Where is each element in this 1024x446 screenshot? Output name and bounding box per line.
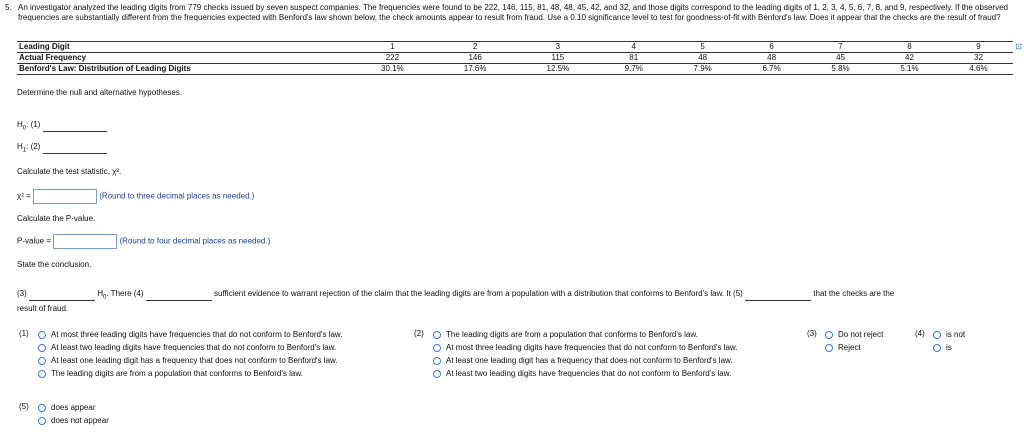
h1-subscript: 1 <box>22 147 27 154</box>
option-label: Reject <box>838 343 861 352</box>
option-label: does not appear <box>51 416 109 425</box>
table-cell: 7.9% <box>668 64 737 75</box>
table-cell: 17.6% <box>434 64 517 75</box>
radio-button[interactable] <box>38 331 46 339</box>
h0-row <box>17 120 107 132</box>
pvalue-row <box>17 234 270 249</box>
option-g1-3[interactable] <box>38 368 303 379</box>
table-cell: 1 <box>351 42 434 53</box>
row-label: Leading Digit <box>17 42 351 53</box>
table-cell: 8 <box>875 42 944 53</box>
table-cell: 6.7% <box>737 64 806 75</box>
radio-button[interactable] <box>933 331 941 339</box>
table-cell: 81 <box>599 53 668 64</box>
conclusion-end-line2: result of fraud. <box>17 304 69 313</box>
table-cell: 9 <box>944 42 1013 53</box>
h1-label: H <box>17 142 23 151</box>
pvalue-hint: (Round to four decimal places as needed.) <box>119 236 271 246</box>
group-3-label: (3) <box>807 329 817 338</box>
table-cell: 115 <box>517 53 600 64</box>
table-cell: 4.6% <box>944 64 1013 75</box>
radio-button[interactable] <box>433 331 441 339</box>
option-g5-1[interactable] <box>38 415 109 426</box>
option-g2-0[interactable] <box>433 329 698 340</box>
conclusion-middle-text: sufficient evidence to warrant rejection of the claim that the leading digits are from a population with a distribution that conforms to Benford's law. It (5) <box>214 289 743 298</box>
chi-square-label: χ² = <box>17 191 31 201</box>
option-label: At most three leading digits have frequencies that do not conform to Benford's law. <box>446 343 738 352</box>
table-row <box>17 64 1013 75</box>
table-cell: 4 <box>599 42 668 53</box>
pvalue-input[interactable] <box>53 234 117 249</box>
radio-button[interactable] <box>825 331 833 339</box>
table-cell: 5 <box>668 42 737 53</box>
table-cell: 3 <box>517 42 600 53</box>
option-g2-3[interactable] <box>433 368 731 379</box>
chi-square-input[interactable] <box>33 189 97 204</box>
table-cell: 5.1% <box>875 64 944 75</box>
h0-dropdown-blank[interactable] <box>43 122 107 132</box>
problem-statement <box>5 3 1017 23</box>
problem-text: An investigator analyzed the leading digits from 779 checks issued by seven suspect companies. The frequencies were found to be 222, 146, 115, 81, 48, 48, 45, 42, and 32, and those digits correspond to the leading digits of 1, 2, 3, 4, 5, 6, 7, 8, and 9, respectively. If the observed frequencies are substantially different from the frequencies expected with Benford's law shown below, the check amounts appear to result from fraud. Use a 0.10 significance level to test for goodness-of-fit with Benford's law. Does it appear that the checks are the result of fraud? <box>18 3 1008 22</box>
table-cell: 5.8% <box>806 64 875 75</box>
option-label: At least one leading digit has a frequency that does not conform to Benford's law. <box>51 356 338 365</box>
chi-square-row <box>17 189 254 204</box>
table-cell: 146 <box>434 53 517 64</box>
radio-button[interactable] <box>433 344 441 352</box>
table-cell: 9.7% <box>599 64 668 75</box>
option-label: is not <box>946 330 966 339</box>
option-label: At most three leading digits have frequencies that do not conform to Benford's law. <box>51 330 343 339</box>
table-row <box>17 53 1013 64</box>
table-cell: 30.1% <box>351 64 434 75</box>
table-cell: 48 <box>668 53 737 64</box>
option-label: Do not reject <box>838 330 884 339</box>
table-cell: 48 <box>737 53 806 64</box>
blank-4-dropdown[interactable] <box>146 291 212 301</box>
hypotheses-prompt: Determine the null and alternative hypotheses. <box>17 88 182 97</box>
radio-button[interactable] <box>38 404 46 412</box>
option-label: At least two leading digits have frequencies that do not conform to Benford's law. <box>446 369 732 378</box>
table-cell: 222 <box>351 53 434 64</box>
blank-3-dropdown[interactable] <box>29 291 95 301</box>
row-label: Benford's Law: Distribution of Leading Digits <box>17 64 351 75</box>
conclusion-prompt: State the conclusion. <box>17 260 92 269</box>
option-g3-1[interactable] <box>825 342 861 353</box>
table-row <box>17 42 1013 53</box>
table-cell: 45 <box>806 53 875 64</box>
option-g4-1[interactable] <box>933 342 952 353</box>
option-label: does appear <box>51 403 96 412</box>
h0-label: H <box>17 120 23 129</box>
option-label: The leading digits are from a population that conforms to Benford's law. <box>51 369 303 378</box>
group-5-label: (5) <box>19 402 29 411</box>
radio-button[interactable] <box>825 344 833 352</box>
group-4-label: (4) <box>915 329 925 338</box>
table-cell: 12.5% <box>517 64 600 75</box>
option-g2-2[interactable] <box>433 355 733 366</box>
option-g1-2[interactable] <box>38 355 338 366</box>
h0-blank-label: : (1) <box>26 120 41 129</box>
table-cell: 2 <box>434 42 517 53</box>
h0-ref: H <box>97 289 104 298</box>
conclusion-end-text: that the checks are the <box>813 289 895 298</box>
problem-number: 5. <box>5 3 12 12</box>
option-g2-1[interactable] <box>433 342 737 353</box>
test-stat-prompt: Calculate the test statistic, χ². <box>17 167 122 176</box>
option-g1-0[interactable] <box>38 329 342 340</box>
blank-5-dropdown[interactable] <box>745 291 811 301</box>
h0-subscript: 0 <box>22 125 27 132</box>
option-label: is <box>946 343 952 352</box>
radio-button[interactable] <box>38 357 46 365</box>
radio-button[interactable] <box>433 370 441 378</box>
option-g5-0[interactable] <box>38 402 95 413</box>
pvalue-label: P-value = <box>17 236 52 246</box>
blank-3-label: (3) <box>17 289 27 298</box>
table-cell: 42 <box>875 53 944 64</box>
conclusion-sentence <box>17 289 894 301</box>
table-cell: 6 <box>737 42 806 53</box>
chi-square-hint: (Round to three decimal places as needed.) <box>99 191 255 201</box>
radio-button[interactable] <box>433 357 441 365</box>
option-label: The leading digits are from a population that conforms to Benford's law. <box>446 330 698 339</box>
radio-button[interactable] <box>933 344 941 352</box>
row-label: Actual Frequency <box>17 53 351 64</box>
group-1-label: (1) <box>19 329 29 338</box>
table-cell: 32 <box>944 53 1013 64</box>
h1-row <box>17 142 107 154</box>
option-label: At least one leading digit has a frequency that does not conform to Benford's law. <box>446 356 733 365</box>
radio-button[interactable] <box>38 344 46 352</box>
radio-button[interactable] <box>38 370 46 378</box>
radio-button[interactable] <box>38 417 46 425</box>
there-label: . There (4) <box>106 289 144 298</box>
option-g1-1[interactable] <box>38 342 336 353</box>
option-g4-0[interactable] <box>933 329 965 340</box>
option-g3-0[interactable] <box>825 329 883 340</box>
pvalue-prompt: Calculate the P-value. <box>17 214 96 223</box>
h0-ref-subscript: 0 <box>103 294 107 301</box>
h1-dropdown-blank[interactable] <box>43 144 107 154</box>
question-help-icon[interactable]: ⊡ <box>1015 42 1022 51</box>
h1-blank-label: : (2) <box>26 142 41 151</box>
table-cell: 7 <box>806 42 875 53</box>
group-2-label: (2) <box>414 329 424 338</box>
frequency-table <box>17 41 1013 75</box>
option-label: At least two leading digits have frequencies that do not conform to Benford's law. <box>51 343 337 352</box>
